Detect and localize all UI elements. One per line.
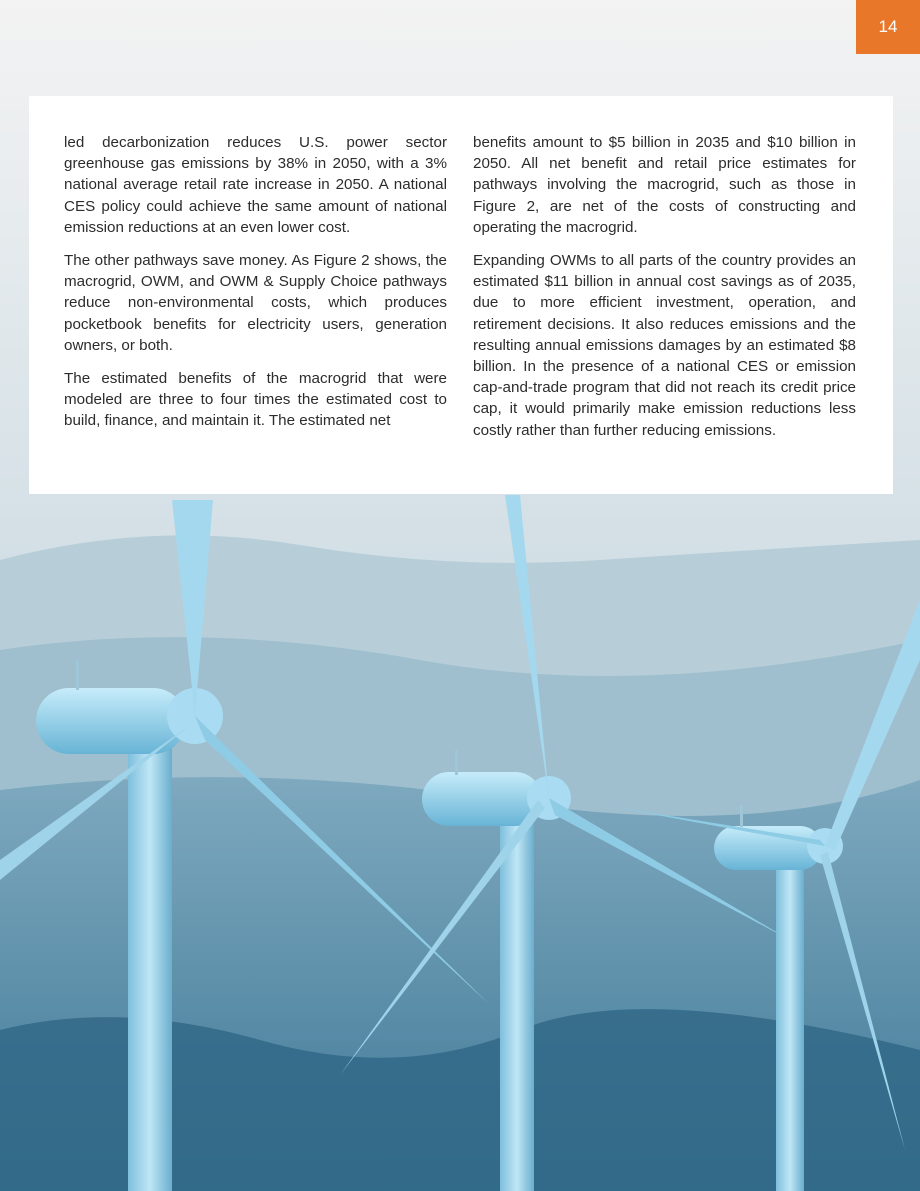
right-column (473, 132, 856, 453)
paragraph: The other pathways save money. As Figure 2 shows, the macrogrid, OWM, and OWM & Supply Choice pathways reduce non-environmental costs, which produces pocketbook benefits for electricity users, generation owners, or both. (64, 252, 447, 354)
paragraph: benefits amount to $5 billion in 2035 and $10 billion in 2050. All net benefit and retail price estimates for pathways involving the macrogrid, such as those in Figure 2, are net of the costs of constructing and operating the macrogrid. (473, 134, 856, 236)
text-panel (29, 96, 893, 494)
paragraph: The estimated benefits of the macrogrid that were modeled are three to four times the estimated cost to build, finance, and maintain it. The estimated net (64, 370, 447, 430)
paragraph: Expanding OWMs to all parts of the country provides an estimated $11 billion in annual cost savings as of 2035, due to more efficient investment, operation, and retirement decisions. It also reduces emissions and the resulting annual emissions damages by an estimated $8 billion. In the presence of a national CES or emission cap-and-trade program that did not reach its credit price cap, it would primarily make emission reductions less costly rather than further reducing emissions. (473, 252, 856, 439)
left-column (64, 132, 447, 444)
paragraph: led decarbonization reduces U.S. power sector greenhouse gas emissions by 38% in 2050, with a 3% national average retail rate increase in 2050. A national CES policy could achieve the same amount of national emission reductions at an even lower cost. (64, 134, 447, 236)
page-number: 14 (878, 17, 898, 36)
page-number-badge (856, 0, 920, 54)
